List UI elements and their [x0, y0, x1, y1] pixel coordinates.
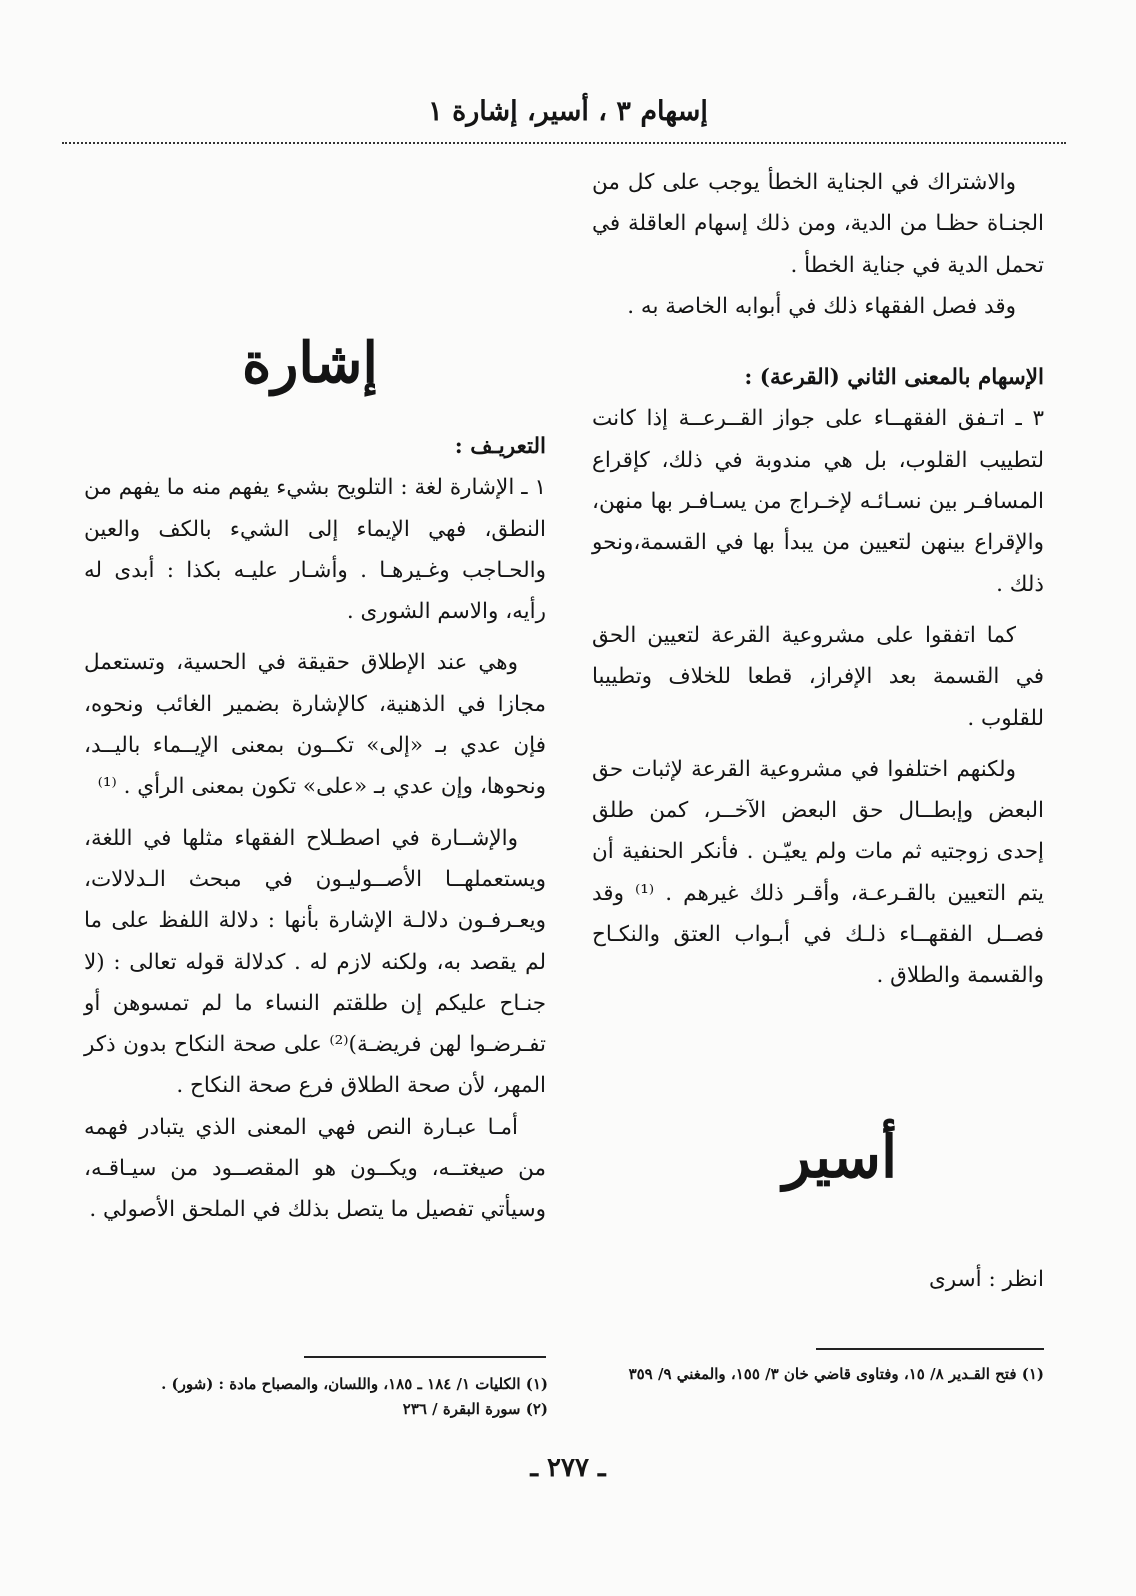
section-subheading: الإسهام بالمعنى الثاني (القرعة) : — [744, 365, 1044, 391]
footnote: (١) فتح القـدير ٨/ ١٥، وفتاوى قاضي خان ٣/ ١٥٥، والمغني ٩/ ٣٥٩ — [628, 1365, 1044, 1383]
right-column — [592, 162, 1044, 997]
intro-paragraph: وقد فصل الفقهاء ذلك في أبوابه الخاصة به . — [627, 293, 1016, 319]
definition-heading: التعريـف : — [454, 434, 546, 459]
body-paragraph: ١ ـ الإشارة لغة : التلويح بشيء يفهم منه ما يفهم من النطق، فهي الإيماء إلى الشيء بالكف والعين والحـاجب وغـيرهـا . وأشـار عليـه بكذا : أبدى له رأيه، والاسم الشورى . — [84, 475, 546, 625]
footnote: (١) الكليات ١/ ١٨٤ ـ ١٨٥، واللسان، والمصباح مادة : (شور) . — [161, 1375, 548, 1393]
body-paragraph: أمـا عبـارة النص فهي المعنى الذي يتبادر فهمه من صيغتــه، ويكــون هو المقصــود من سيـاقـه، وسيأتي تفصيل ما يتصل بذلك في الملحق الأصولي . — [84, 1114, 546, 1223]
body-paragraph: ولكنهم اختلفوا في مشروعية القرعة لإثبات حق البعض وإبطــال حق البعض الآخــر، كمن طلق إحدى زوجتيه ثم مات ولم يعيّـن . فأنكر الحنفية أن يتم التعيين بالقـرعـة، وأقـر ذلك غيرهم . ⁽¹⁾ وقد فصــل الفقهــاء ذلـك في أبـواب العتق والنكـاح والقسمة والطلاق . — [592, 756, 1044, 989]
intro-paragraph: والاشتراك في الجناية الخطأ يوجب على كل من الجنـاة حظـا من الدية، ومن ذلك إسهام العاقلة في تحمل الدية في جناية الخطأ . — [592, 170, 1044, 278]
body-paragraph: والإشــارة في اصطـلاح الفقهاء مثلها في اللغة، ويستعملهــا الأصــوليـون في مبحث الـدلالات، ويعـرفـون دلالـة الإشارة بأنها : دلالة اللفظ على ما لم يقصد به، ولكنه لازم له . كدلالة قوله تعالى : (لا جنـاح عليكم إن طلقتم النساء ما لم تمسوهن أو تفـرضـوا لهن فريضـة)⁽²⁾ على صحة النكاح بدون ذكر المهر، لأن صحة الطلاق فرع صحة النكاح . — [84, 825, 546, 1099]
see-also-reference: انظر : أسرى — [928, 1267, 1044, 1292]
running-header: إسهام ٣ ، أسير، إشارة ١ — [428, 96, 708, 127]
page-number: ـ ٢٧٧ ـ — [530, 1453, 606, 1483]
entry-title-asir: أسير — [782, 1123, 898, 1191]
footnote: (٢) سورة البقرة / ٢٣٦ — [402, 1400, 548, 1418]
body-paragraph: كما اتفقوا على مشروعية القرعة لتعيين الحق في القسمة بعد الإفراز، قطعا للخلاف وتطييبا للقلوب . — [592, 622, 1044, 731]
footnote-divider — [304, 1356, 546, 1358]
entry-title-ishara: إشارة — [242, 330, 378, 396]
footnote-divider — [816, 1348, 1044, 1350]
footnotes-right — [592, 1362, 1044, 1387]
header-divider — [62, 142, 1066, 144]
left-column — [84, 426, 546, 1231]
body-paragraph: ٣ ـ اتـفق الفقهــاء على جواز القــرعــة إذا كانت لتطييب القلوب، بل هي مندوبة في ذلك، كإقراع المسافـر بين نسـائـه لإخـراج من يسـافـر بها منهن، والإقراع بينهن لتعيين من يبدأ بها في القسمة،ونحو ذلك . — [592, 406, 1044, 597]
footnotes-left — [86, 1372, 548, 1422]
body-paragraph: وهي عند الإطلاق حقيقة في الحسية، وتستعمل مجازا في الذهنية، كالإشارة بضمير الغائب ونحوه، فإن عدي بـ «إلى» تكــون بمعنى الإيــماء باليــد، ونحوها، وإن عدي بـ «على» تكون بمعنى الرأي . ⁽¹⁾ — [84, 650, 546, 800]
